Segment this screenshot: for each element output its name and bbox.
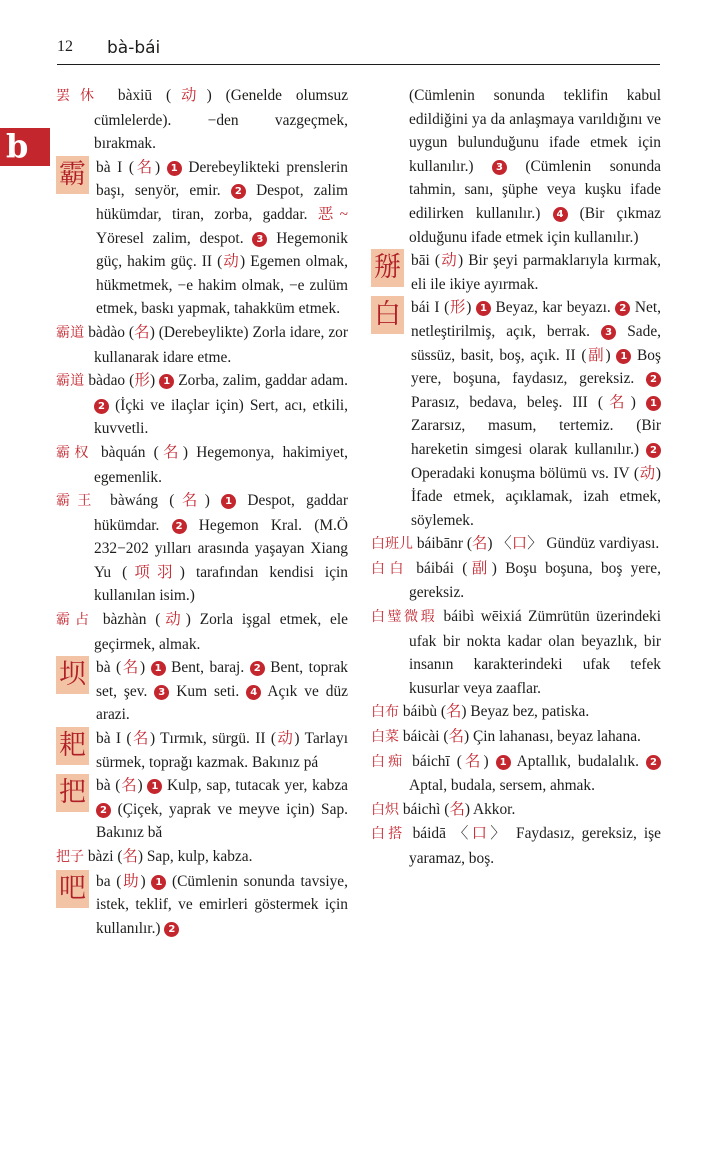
entry-hanzi: 霸道 [56,324,85,341]
entry-text: bāi (动) Bir şeyi parmaklarıyla kırmak, eli ile ikiye ayırmak. [411,252,661,293]
entry-hanzi: 白班儿 [371,536,413,553]
inline-hanzi: 名 [134,323,150,341]
inline-hanzi: 名 [449,800,465,818]
entry-text: bàzhàn (动) Zorla işgal etmek, ele geçirmek, almak. [93,611,348,653]
entry-text: bàquán (名) Hegemonya, hakimiyet, egemenlik. [92,443,349,486]
entry-hanzi: 白璧微瑕 [371,609,438,626]
entry-hanzi: 白搭 [371,826,406,843]
inline-hanzi: 恶~ [317,205,348,223]
sense-number: 3 [492,160,507,175]
entry-text: bà (名) 1 Bent, baraj. 2 Bent, toprak set, şev. 3 Kum seti. 4 Açık ve düz arazi. [96,659,348,724]
entry-text: bàzi (名) Sap, kulp, kabza. [84,848,253,865]
entry [56,608,348,656]
inline-hanzi: 助 [121,872,141,890]
sense-number: 2 [615,301,630,316]
entry-text: bàxiū (动) (Genelde olumsuz cümlelerde). −den vazgeçmek, bırakmak. [94,87,349,153]
entry-text: báichì (名) Akkor. [399,800,516,818]
sense-number: 4 [553,207,568,222]
entry [371,725,661,750]
inline-hanzi: 形 [449,299,467,317]
sense-number: 1 [496,755,511,770]
entry-hanzi: 白炽 [371,801,399,818]
entry-hanzi: 白菜 [371,729,399,746]
entry [56,321,348,369]
entry-text: báidā 〈口〉 Faydasız, gereksiz, işe yaramaz, boş. [405,825,661,867]
sense-number: 2 [646,755,661,770]
entry-text: báibái (副) Boşu boşuna, boş yere, gereksiz. [407,559,661,602]
sense-number: 1 [159,374,174,389]
entry [56,774,348,845]
entry-hanzi: 白痴 [371,753,406,770]
inline-hanzi: 口 [471,825,491,843]
sense-number: 4 [246,685,261,700]
sense-number: 2 [96,803,111,818]
inline-hanzi: 形 [134,372,151,390]
entry-text: bà I (名) Tırmık, sürgü. II (动) Tarlayı sürmek, toprağı kazmak. Bakınız pá [96,730,348,771]
inline-hanzi: 副 [586,346,606,364]
sense-number: 1 [151,661,166,676]
inline-hanzi: 口 [511,535,528,553]
sense-number: 2 [646,443,661,458]
entry-hanzi: 霸道 [56,373,85,390]
sense-number: 1 [147,779,162,794]
inline-hanzi: 名 [121,659,140,677]
entry-hanzi: 霸权 [56,444,93,461]
entry-text: báicài (名) Çin lahanası, beyaz lahana. [399,728,641,746]
entry-text: báibù (名) Beyaz bez, patiska. [399,703,590,721]
inline-hanzi: 名 [446,703,462,721]
entry [371,249,661,296]
entry-hanzi: 白白 [371,560,408,577]
headword-character: 掰 [371,249,404,287]
inline-hanzi: 名 [471,535,488,553]
inline-hanzi: 名 [122,848,138,865]
header-rule [57,64,660,65]
entry-text: bà (名) 1 Kulp, sap, tutacak yer, kabza 2 (Çiçek, yaprak ve meyve için) Sap. Bakınız bǎ [96,777,348,842]
entry [371,700,661,725]
headword-character: 霸 [56,156,89,194]
page-header [57,34,660,64]
headword-character: 坝 [56,656,89,694]
sense-number: 2 [172,519,187,534]
entry-text: bái I (形) 1 Beyaz, kar beyazı. 2 Net, netleştirilmiş, açık, berrak. 3 Sade, süssüz, basit, boş, açık. II (副) 1 Boş yere, boşuna, faydasız, gereksiz. 2 Parasız, bedava, beleş. III (名) 1 Zararsız, masum, tertemiz. (Bir hareketin simgesi olarak kullanılır.) 2 Operadaki konuşma bölümü vs. IV (动) İfade etmek, açıklamak, izah etmek, söylemek. [411,299,661,529]
entry-hanzi: 白布 [371,704,399,721]
sense-number: 2 [250,661,265,676]
headword-character: 把 [56,774,89,812]
inline-hanzi: 名 [174,492,205,510]
entry [56,84,348,156]
entry-hanzi: 把子 [56,849,84,865]
entry-text: ba (助) 1 (Cümlenin sonunda tavsiye, istek, teklif, ve emirleri göstermek için kullanılır.) 2 [96,872,348,937]
headword-character: 白 [371,296,404,334]
inline-hanzi: 名 [131,730,150,748]
entry [56,441,348,489]
entry-text: bàdào (名) (Derebeylikte) Zorla idare, zor kullanarak idare etme. [84,323,348,366]
sense-number: 2 [646,372,661,387]
entry-text: bàwáng (名) 1 Despot, gaddar hükümdar. 2 Hegemon Kral. (M.Ö 232−202 yılları arasında yaşayan Xiang Yu (项羽) tarafından kendisi için kullanılan isim.) [94,492,348,605]
inline-hanzi: 动 [440,252,459,270]
inline-hanzi: 动 [160,611,186,629]
entry [56,845,348,870]
headword-character: 吧 [56,870,89,908]
sense-number: 1 [151,875,166,890]
entry [371,822,661,870]
sense-number: 1 [476,301,491,316]
sense-number: 3 [601,325,616,340]
sense-number: 1 [646,396,661,411]
inline-hanzi: 名 [134,158,155,176]
entry [371,532,661,557]
entry [371,798,661,823]
inline-hanzi: 动 [222,253,241,271]
inline-hanzi: 名 [158,443,183,461]
entry-text: báibānr (名) 〈口〉 Gündüz vardiyası. [413,535,660,553]
entry [371,750,661,798]
entry [56,727,348,774]
sense-number: 3 [154,685,169,700]
sense-number: 2 [164,922,179,937]
entry-hanzi: 霸王 [56,493,99,510]
entry [371,605,661,700]
entry [56,656,348,727]
section-tab: b [0,128,50,166]
sense-number: 2 [94,399,109,414]
headword-character: 耙 [56,727,89,765]
inline-hanzi: 项羽 [127,563,180,581]
inline-hanzi: 动 [275,730,295,748]
left-column [56,84,348,940]
entry [56,489,348,608]
inline-hanzi: 动 [171,87,207,104]
sense-number: 1 [167,161,182,176]
entry-text: bà I (名) 1 Derebeylikteki prenslerin başı, senyör, emir. 2 Despot, zalim hükümdar, tiran, zorba, gaddar. 恶~ Yöresel zalim, despot. 3 Hegemonik güç, hakim güç. II (动) Egemen olmak, hükmetmek, −e hakim olmak, −e zulüm etmek, baskı yapmak, tahakküm etmek. [96,158,348,318]
right-column [371,84,661,871]
inline-hanzi: 动 [639,464,656,482]
sense-number: 1 [221,494,236,509]
entry [56,870,348,941]
entry [56,156,348,321]
running-head: bà-bái [107,38,161,58]
sense-number: 1 [616,349,631,364]
inline-hanzi: 副 [467,559,492,577]
entry-text: báibì wēixiá Zümrütün üzerindeki ufak bir nokta kadar olan beyazlık, bir insanın karakterindeki ufak tefek kusurlar veya zaaflar. [409,608,662,697]
entry-continuation: (Cümlenin sonunda teklifin kabul edildiğini ya da anlaşmaya varıldığını ve uygun bulunduğunu ifade etmek için kullanılır.) 3 (Cümlenin sonunda tahmin, sanı, şüphe veya kuşku ifade edilirken kullanılır.) 4 (Bir çıkmaz olduğunu ifade etmek için kullanılır.) [409,87,661,246]
entry-text: bàdao (形) 1 Zorba, zalim, gaddar adam. 2 (İçki ve ilaçlar için) Sert, acı, etkili, kuvvetli. [84,372,348,438]
page-number: 12 [57,38,73,55]
entry [371,296,661,532]
sense-number: 2 [231,184,246,199]
inline-hanzi: 名 [448,728,464,746]
entry [56,369,348,441]
entry-hanzi: 霸占 [56,612,94,629]
entry-text: báichī (名) 1 Aptallık, budalalık. 2 Aptal, budala, sersem, ahmak. [405,753,661,795]
sense-number: 3 [252,232,267,247]
inline-hanzi: 名 [120,777,138,795]
entry-hanzi: 罢休 [56,88,105,104]
inline-hanzi: 名 [602,393,631,411]
inline-hanzi: 名 [461,752,484,770]
entry [371,557,661,605]
